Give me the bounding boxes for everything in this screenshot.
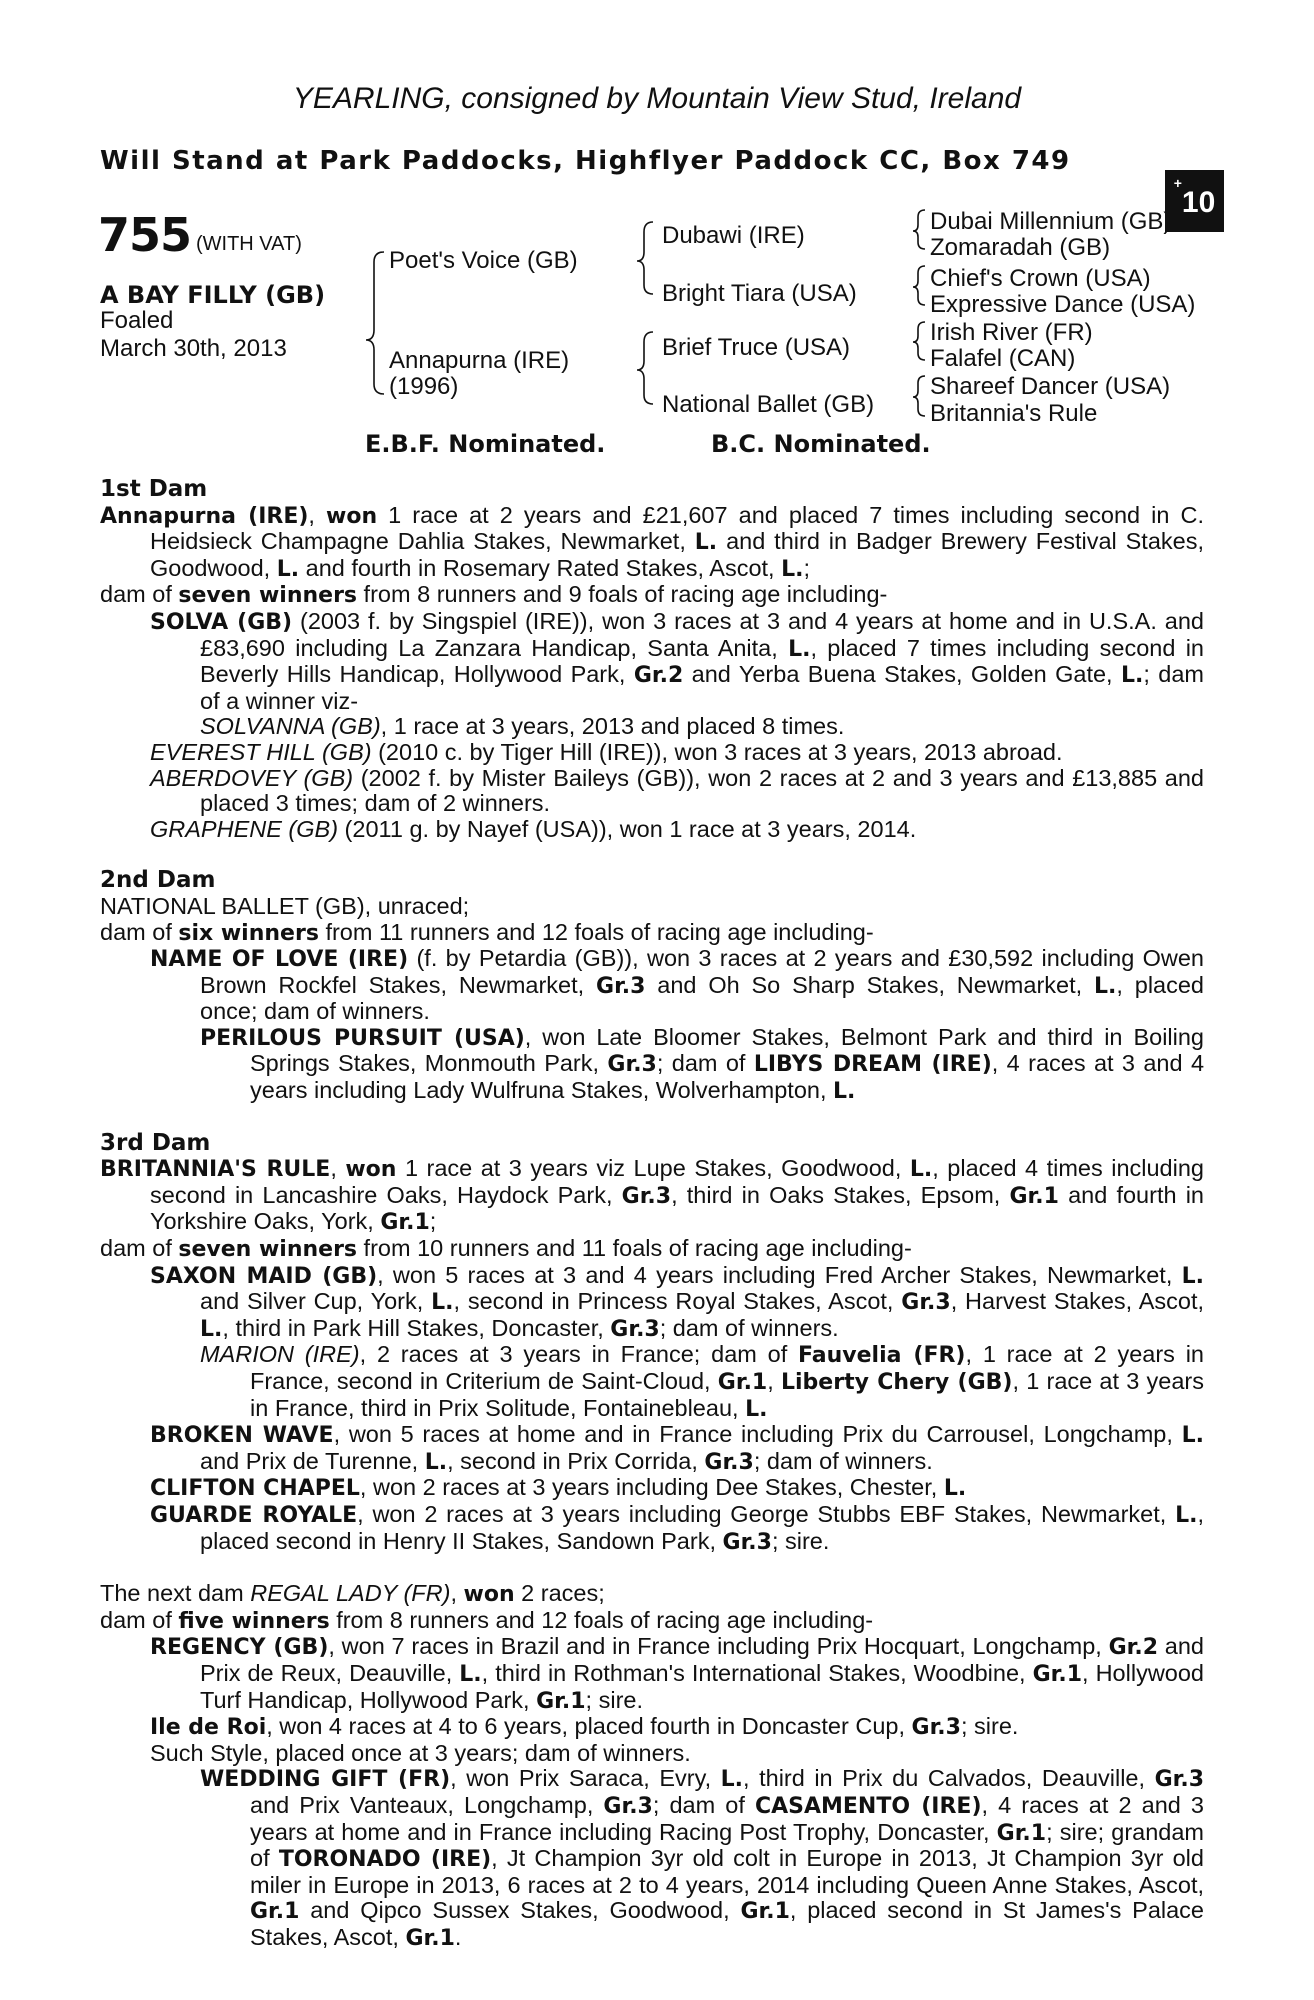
produce-such-style: Such Style, placed once at 3 years; dam of winners. [150, 1739, 691, 1766]
text: ; dam of winners. [659, 1314, 839, 1341]
text: and Silver Cup, York, [200, 1288, 432, 1315]
group-mark: Gr.3 [621, 1183, 672, 1209]
text: (2010 c. by Tiger Hill (IRE)), won 3 races at 3 years, 2013 abroad. [371, 738, 1063, 765]
text: , 4 races at 2 and 3 years at home and in France including Racing Post Trophy, Doncaster, [250, 1791, 1204, 1845]
text: , second in Prix Corrida, [447, 1447, 705, 1474]
group-mark: Gr.3 [610, 1316, 660, 1342]
horse-name: Annapurna (IRE) [100, 503, 309, 529]
text: , won 2 races at 3 years including George Stubbs EBF Stakes, Newmarket, [357, 1500, 1176, 1527]
text: , placed 7 times including second in Beverly Hills Handicap, Hollywood Park, [200, 634, 1204, 688]
group-mark: Gr.1 [1009, 1183, 1059, 1209]
produce-graphene [100, 817, 1204, 843]
brace-g3-4 [913, 376, 925, 416]
text: 1 race at 2 years and £21,607 and placed 7 times including second in C. Heidsieck Champagne Dahlia Stakes, Newmarket, [150, 501, 1205, 555]
text: and Prix de Reux, Deauville, [200, 1633, 1205, 1686]
winners-count: seven winners [178, 1237, 358, 1263]
horse-name: NAME OF LOVE (IRE) [150, 947, 409, 973]
text: (2002 f. by Mister Baileys (GB)), won 2 races at 2 and 3 years and £13,885 and placed 3 times; dam of 2 winners. [200, 764, 1204, 817]
produce-perilous-pursuit [100, 1025, 1204, 1105]
first-dam-heading: 1st Dam [100, 476, 208, 502]
brace-g3-3 [913, 322, 925, 360]
group-mark: Gr.1 [740, 1899, 790, 1925]
listed-mark: L. [1175, 1502, 1198, 1528]
text: from 10 runners and 11 foals of racing age including- [357, 1235, 912, 1262]
produce-aberdovey [100, 766, 1204, 817]
produce-name-of-love [100, 946, 1204, 1025]
text: , Jt Champion 3yr old colt in Europe in 2013, Jt Champion 3yr old miler in Europe in 2013, 6 races at 2 to 4 years, 2014 including Queen Anne Stakes, Ascot, [250, 1845, 1204, 1898]
listed-mark: L. [788, 636, 811, 662]
consignment-line: YEARLING, consigned by Mountain View Stud, Ireland [292, 82, 1022, 115]
gen3-sdd: Expressive Dance (USA) [930, 291, 1196, 318]
listed-mark: L. [459, 1661, 482, 1687]
text: ; [429, 1208, 437, 1235]
horse-name: CASAMENTO (IRE) [754, 1793, 982, 1819]
vat-note: (WITH VAT) [196, 233, 302, 255]
text: and Prix Vanteaux, Longchamp, [250, 1791, 604, 1818]
group-mark: Gr.1 [536, 1688, 586, 1714]
text: dam of [100, 1606, 179, 1633]
lot-number: 755 [98, 208, 192, 262]
text: , second in Princess Royal Stakes, Ascot, [453, 1288, 902, 1315]
listed-mark: L. [781, 556, 804, 582]
text: and fourth in Yorkshire Oaks, York, [150, 1181, 1204, 1235]
produce-wedding-gift [100, 1766, 1204, 1951]
listed-mark: L. [200, 1316, 223, 1342]
brace-dam [637, 332, 653, 404]
listed-mark: L. [694, 530, 718, 556]
won-label: won [463, 1582, 515, 1608]
listed-mark: L. [745, 1396, 768, 1422]
third-dam-heading: 3rd Dam [100, 1129, 211, 1156]
text: , placed second in Henry II Stakes, Sandown Park, [200, 1500, 1204, 1554]
listed-mark: L. [276, 556, 300, 582]
listed-mark: L. [1094, 973, 1117, 999]
text: and Qipco Sussex Stakes, Goodwood, [299, 1897, 741, 1924]
bc-nominated: B.C. Nominated. [711, 430, 931, 458]
text: (f. by Petardia (GB)), won 3 races at 2 years and £30,592 including Owen Brown Rockfel Stakes, Newmarket, [200, 945, 1205, 998]
badge-number: 10 [1181, 186, 1216, 219]
group-mark: Gr.3 [722, 1529, 772, 1555]
catalogue-body [100, 477, 1204, 1951]
horse-name: REGENCY (GB) [150, 1635, 329, 1661]
text: , 1 race at 3 years, 2013 and placed 8 times. [380, 713, 845, 740]
text: , third in Prix du Calvados, Deauville, [743, 1765, 1155, 1792]
produce-everest-hill [100, 740, 1204, 766]
text: ; dam of winners. [753, 1447, 933, 1474]
winners-count: five winners [178, 1608, 330, 1634]
dam-name: Annapurna (IRE) [389, 347, 570, 374]
gen3-ddd: Britannia's Rule [930, 400, 1098, 427]
produce-ile-de-roi [100, 1714, 1204, 1741]
group-mark: Gr.1 [405, 1925, 455, 1951]
group-mark: Gr.3 [1154, 1767, 1204, 1793]
text: , 1 race at 3 years in France, third in Prix Solitude, Fontainebleau, [250, 1368, 1204, 1421]
text: ; sire. [960, 1713, 1019, 1740]
horse-name: GUARDE ROYALE [150, 1502, 358, 1528]
first-dam-record [100, 503, 1204, 583]
badge-plus: + [1173, 175, 1182, 191]
text: , won Late Bloomer Stakes, Belmont Park and third in Boiling Springs Stakes, Monmouth Park, [250, 1023, 1204, 1077]
third-dam-record [100, 1156, 1204, 1236]
dam-sire: Brief Truce (USA) [662, 334, 851, 361]
text: ; dam of [652, 1791, 755, 1818]
listed-mark: L. [431, 1290, 454, 1316]
text: and Yerba Buena Stakes, Golden Gate, [683, 661, 1121, 688]
group-mark: Gr.2 [1108, 1635, 1159, 1661]
group-mark: Gr.3 [607, 1052, 657, 1078]
text: , Harvest Stakes, Ascot, [950, 1288, 1204, 1315]
winners-count: seven winners [178, 583, 358, 609]
gen3-sds: Chief's Crown (USA) [930, 265, 1151, 292]
horse-name: MARION (IRE) [200, 1341, 360, 1368]
text: ; dam of [656, 1050, 754, 1077]
brace-main [366, 252, 384, 394]
gen3-sss: Dubai Millennium (GB) [930, 208, 1172, 235]
text: from 8 runners and 9 foals of racing age including- [357, 581, 888, 608]
text: , [767, 1368, 781, 1394]
text: , 2 races at 3 years in France; dam of [359, 1341, 799, 1368]
horse-name: SOLVA (GB) [150, 609, 293, 635]
text: , 4 races at 3 and 4 years including Lady Wulfruna Stakes, Wolverhampton, [250, 1050, 1205, 1104]
text: The next dam [100, 1580, 251, 1607]
text: dam of [100, 581, 179, 608]
text: and third in Badger Brewery Festival Stakes, Goodwood, [150, 528, 1205, 581]
horse-name: WEDDING GIFT (FR) [200, 1767, 451, 1793]
group-mark: Gr.1 [717, 1370, 768, 1395]
text: , won 5 races at home and in France including Prix du Carrousel, Longchamp, [333, 1421, 1182, 1448]
text: , won 7 races in Brazil and in France including Prix Hocquart, Longchamp, [328, 1633, 1109, 1660]
produce-clifton-chapel [100, 1475, 1204, 1502]
text: dam of [100, 918, 179, 945]
text: , third in Rothman's International Stakes, Woodbine, [481, 1659, 1033, 1686]
text: , third in Oaks Stakes, Epsom, [671, 1181, 1010, 1208]
dam-year: (1996) [389, 373, 459, 400]
brace-g3-1 [913, 210, 925, 249]
listed-mark: L. [909, 1157, 933, 1183]
text: , placed 4 times including second in Lancashire Oaks, Haydock Park, [150, 1155, 1204, 1208]
horse-name: Ile de Roi [150, 1715, 267, 1741]
ebf-nominated: E.B.F. Nominated. [365, 430, 606, 458]
group-mark: Gr.1 [996, 1820, 1047, 1846]
text: , [450, 1580, 464, 1607]
produce-solva [100, 609, 1204, 714]
text: dam of [100, 1235, 179, 1262]
horse-name: Liberty Chery (GB) [780, 1370, 1013, 1395]
winners-count: six winners [178, 920, 319, 946]
fourth-dam-produce-summary [100, 1608, 1204, 1635]
produce-regency [100, 1634, 1204, 1714]
group-mark: Gr.3 [901, 1290, 951, 1316]
produce-broken-wave [100, 1422, 1204, 1475]
horse-name: TORONADO (IRE) [278, 1847, 492, 1873]
listed-mark: L. [1181, 1423, 1204, 1449]
stand-location: Will Stand at Park Paddocks, Highflyer Paddock CC, Box 749 [100, 146, 1071, 176]
listed-mark: L. [833, 1079, 856, 1105]
text: from 8 runners and 12 foals of racing age including- [329, 1606, 874, 1633]
sire-sire: Dubawi (IRE) [662, 222, 805, 249]
group-mark: Gr.1 [380, 1210, 430, 1236]
second-dam-record: NATIONAL BALLET (GB), unraced; [100, 892, 470, 919]
produce-guarde-royale [100, 1502, 1204, 1555]
listed-mark: L. [720, 1767, 744, 1793]
listed-mark: L. [1120, 663, 1144, 689]
won-label: won [326, 503, 378, 529]
text: , won 5 races at 3 and 4 years including Fred Archer Stakes, Newmarket, [377, 1261, 1182, 1288]
text: , third in Park Hill Stakes, Doncaster, [222, 1314, 611, 1341]
gen3-dsd: Falafel (CAN) [930, 345, 1076, 372]
won-label: won [345, 1157, 397, 1183]
horse-name: REGAL LADY (FR) [250, 1580, 451, 1607]
text: , Hollywood Turf Handicap, Hollywood Park, [200, 1659, 1204, 1713]
gen3-ssd: Zomaradah (GB) [930, 234, 1111, 261]
text: , won 2 races at 3 years including Dee Stakes, Chester, [359, 1474, 944, 1501]
text: . [454, 1923, 462, 1950]
text: ; sire; grandam of [250, 1818, 1204, 1872]
text: 1 race at 3 years viz Lupe Stakes, Goodwood, [396, 1155, 910, 1182]
text: (2011 g. by Nayef (USA)), won 1 race at 3 years, 2014. [338, 815, 917, 842]
sire-name: Poet's Voice (GB) [389, 247, 578, 274]
horse-name: SOLVANNA (GB) [200, 713, 381, 740]
brace-sire [637, 222, 653, 294]
text: , [308, 501, 327, 528]
foaled-date: March 30th, 2013 [100, 335, 287, 362]
text: , [330, 1155, 346, 1182]
horse-name: PERILOUS PURSUIT (USA) [200, 1025, 525, 1051]
text: ; dam of a winner viz- [200, 661, 1205, 714]
horse-name: CLIFTON CHAPEL [150, 1476, 360, 1502]
horse-name: ABERDOVEY (GB) [150, 764, 354, 791]
listed-mark: L. [1181, 1263, 1204, 1289]
listed-mark: L. [424, 1449, 448, 1475]
group-mark: Gr.1 [250, 1899, 300, 1925]
text: and Oh So Sharp Stakes, Newmarket, [645, 971, 1094, 998]
second-dam-heading: 2nd Dam [100, 867, 216, 894]
foaled-label: Foaled [100, 307, 174, 334]
text: , placed second in St James's Palace Stakes, Ascot, [250, 1897, 1204, 1950]
text: 2 races; [514, 1580, 605, 1607]
text: , won 4 races at 4 to 6 years, placed fourth in Doncaster Cup, [266, 1713, 912, 1740]
horse-name: EVEREST HILL (GB) [150, 738, 372, 765]
produce-saxon-maid [100, 1263, 1204, 1343]
text: ; sire. [585, 1686, 644, 1713]
group-mark: Gr.3 [704, 1449, 754, 1475]
produce-marion [100, 1342, 1204, 1422]
produce-solvanna [100, 714, 1204, 740]
dam-dam: National Ballet (GB) [662, 391, 875, 418]
text: from 11 runners and 12 foals of racing age including- [318, 918, 874, 945]
fourth-dam-record [100, 1581, 1204, 1608]
group-mark: Gr.3 [596, 973, 646, 999]
text: and Prix de Turenne, [200, 1447, 425, 1474]
horse-name: LIBYS DREAM (IRE) [753, 1052, 992, 1078]
horse-name: GRAPHENE (GB) [150, 815, 339, 842]
lot-title: A BAY FILLY (GB) [100, 281, 326, 309]
text: , 1 race at 2 years in France, second in Criterium de Saint-Cloud, [250, 1341, 1204, 1394]
text: , placed once; dam of winners. [200, 971, 1204, 1025]
text: ; [803, 554, 811, 581]
first-dam-produce-summary [100, 582, 1204, 609]
gen3-dss: Irish River (FR) [930, 319, 1093, 346]
group-mark: Gr.3 [603, 1793, 653, 1819]
group-mark: Gr.2 [633, 663, 684, 689]
horse-name: Fauvelia (FR) [798, 1343, 966, 1369]
text: (2003 f. by Singspiel (IRE)), won 3 races at 3 and 4 years at home and in U.S.A. and £83,690 including La Zanzara Handicap, Santa Anita, [200, 607, 1204, 661]
gen3-dds: Shareef Dancer (USA) [930, 373, 1171, 400]
group-mark: Gr.3 [911, 1715, 961, 1741]
text: and fourth in Rosemary Rated Stakes, Ascot, [299, 554, 782, 581]
second-dam-produce-summary [100, 920, 1204, 947]
group-mark: Gr.1 [1032, 1661, 1083, 1687]
horse-name: BRITANNIA'S RULE [100, 1157, 331, 1183]
horse-name: BROKEN WAVE [150, 1423, 334, 1449]
text: , won Prix Saraca, Evry, [450, 1765, 721, 1792]
horse-name: SAXON MAID (GB) [150, 1263, 378, 1289]
third-dam-produce-summary [100, 1236, 1204, 1263]
brace-g3-2 [913, 266, 925, 305]
listed-mark: L. [943, 1476, 967, 1502]
sire-dam: Bright Tiara (USA) [662, 280, 857, 307]
text: ; sire. [771, 1527, 830, 1554]
